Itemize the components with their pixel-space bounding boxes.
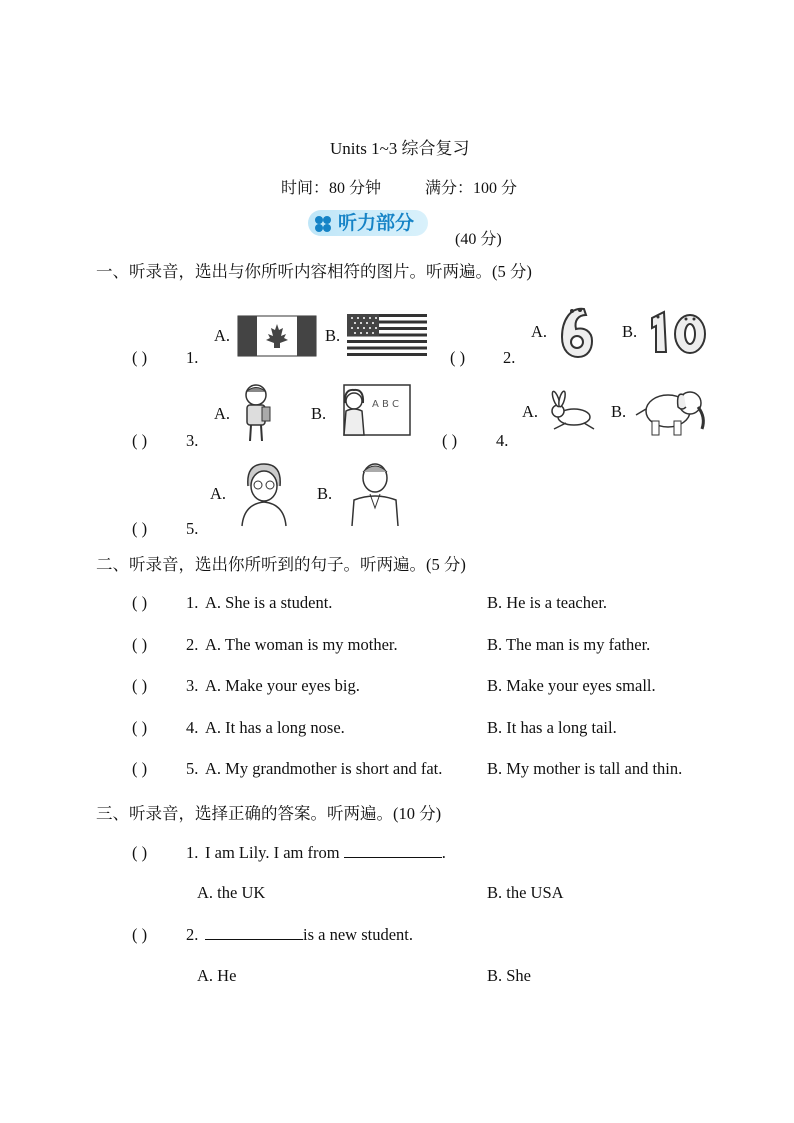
option-b-label: B. (622, 322, 638, 341)
question-text-end: . (441, 843, 446, 862)
answer-paren[interactable]: ( ) (132, 593, 148, 612)
badge-label: 听力部分 (308, 210, 428, 236)
question-text-start: I am Lily. I am from (205, 843, 340, 862)
option-b: B. She (487, 966, 532, 985)
canada-flag-icon (238, 316, 316, 356)
answer-blank[interactable] (205, 925, 303, 940)
option-b: B. The man is my father. (487, 635, 651, 654)
option-a: A. Make your eyes big. (205, 676, 360, 695)
question-number: 1. (186, 843, 199, 862)
question-number: 1. (186, 593, 199, 612)
answer-paren[interactable]: ( ) (132, 348, 148, 367)
question-text-end: is a new student. (303, 925, 413, 944)
elephant-icon (632, 381, 708, 439)
answer-paren[interactable]: ( ) (132, 718, 148, 737)
option-b-label: B. (311, 404, 327, 423)
option-b: B. My mother is tall and thin. (487, 759, 683, 778)
question-number: 5. (186, 759, 199, 778)
listening-badge (308, 208, 428, 235)
question-number: 4. (496, 431, 509, 450)
time-limit: 时间：80 分钟 (281, 180, 382, 197)
section1-heading: 一、听录音，选出与你所听内容相符的图片。听两遍。(5 分) (96, 262, 532, 281)
answer-paren[interactable]: ( ) (132, 431, 148, 450)
schoolboy-icon (240, 383, 274, 445)
option-a: A. It has a long nose. (205, 718, 345, 737)
question-number: 2. (186, 925, 199, 944)
grandmother-icon (238, 460, 290, 526)
answer-paren[interactable]: ( ) (450, 348, 466, 367)
question-number: 3. (186, 676, 199, 695)
option-b-label: B. (317, 484, 333, 503)
option-a: A. The woman is my mother. (205, 635, 398, 654)
answer-paren[interactable]: ( ) (442, 431, 458, 450)
board-text: A B C (372, 399, 400, 410)
page-title: Units 1~3 综合复习 (330, 139, 470, 158)
option-b: B. He is a teacher. (487, 593, 608, 612)
usa-flag-icon (347, 314, 427, 356)
option-a: A. She is a student. (205, 593, 333, 612)
section3-heading: 三、听录音，选择正确的答案。听两遍。(10 分) (96, 804, 442, 823)
option-a: A. the UK (197, 883, 266, 902)
question-text (205, 925, 413, 945)
option-b-label: B. (611, 402, 627, 421)
teacher-icon (336, 383, 412, 437)
section2-heading: 二、听录音，选出你所听到的句子。听两遍。(5 分) (96, 555, 466, 574)
answer-paren[interactable]: ( ) (132, 843, 148, 862)
option-a-label: A. (214, 404, 231, 423)
option-a: A. He (197, 966, 237, 985)
answer-paren[interactable]: ( ) (132, 925, 148, 944)
option-b-label: B. (325, 326, 341, 345)
rabbit-icon (546, 391, 598, 433)
option-b: B. Make your eyes small. (487, 676, 656, 695)
listening-score: (40 分) (455, 231, 502, 248)
clover-icon (314, 215, 334, 233)
question-number: 3. (186, 431, 199, 450)
answer-blank[interactable] (344, 843, 442, 858)
option-b: B. It has a long tail. (487, 718, 617, 737)
question-number: 1. (186, 348, 199, 367)
question-number: 4. (186, 718, 199, 737)
answer-paren[interactable]: ( ) (132, 635, 148, 654)
answer-paren[interactable]: ( ) (132, 676, 148, 695)
answer-paren[interactable]: ( ) (132, 759, 148, 778)
question-number: 2. (503, 348, 516, 367)
option-a-label: A. (210, 484, 227, 503)
question-number: 5. (186, 519, 199, 538)
question-number: 2. (186, 635, 199, 654)
option-a-label: A. (531, 322, 548, 341)
number-ten-icon (646, 308, 712, 356)
grandfather-icon (348, 458, 402, 526)
option-a-label: A. (522, 402, 539, 421)
total-score: 满分：100 分 (425, 180, 518, 197)
option-a-label: A. (214, 326, 231, 345)
option-b: B. the USA (487, 883, 564, 902)
number-six-icon (556, 303, 598, 361)
question-text (205, 843, 446, 863)
answer-paren[interactable]: ( ) (132, 519, 148, 538)
option-a: A. My grandmother is short and fat. (205, 759, 443, 778)
